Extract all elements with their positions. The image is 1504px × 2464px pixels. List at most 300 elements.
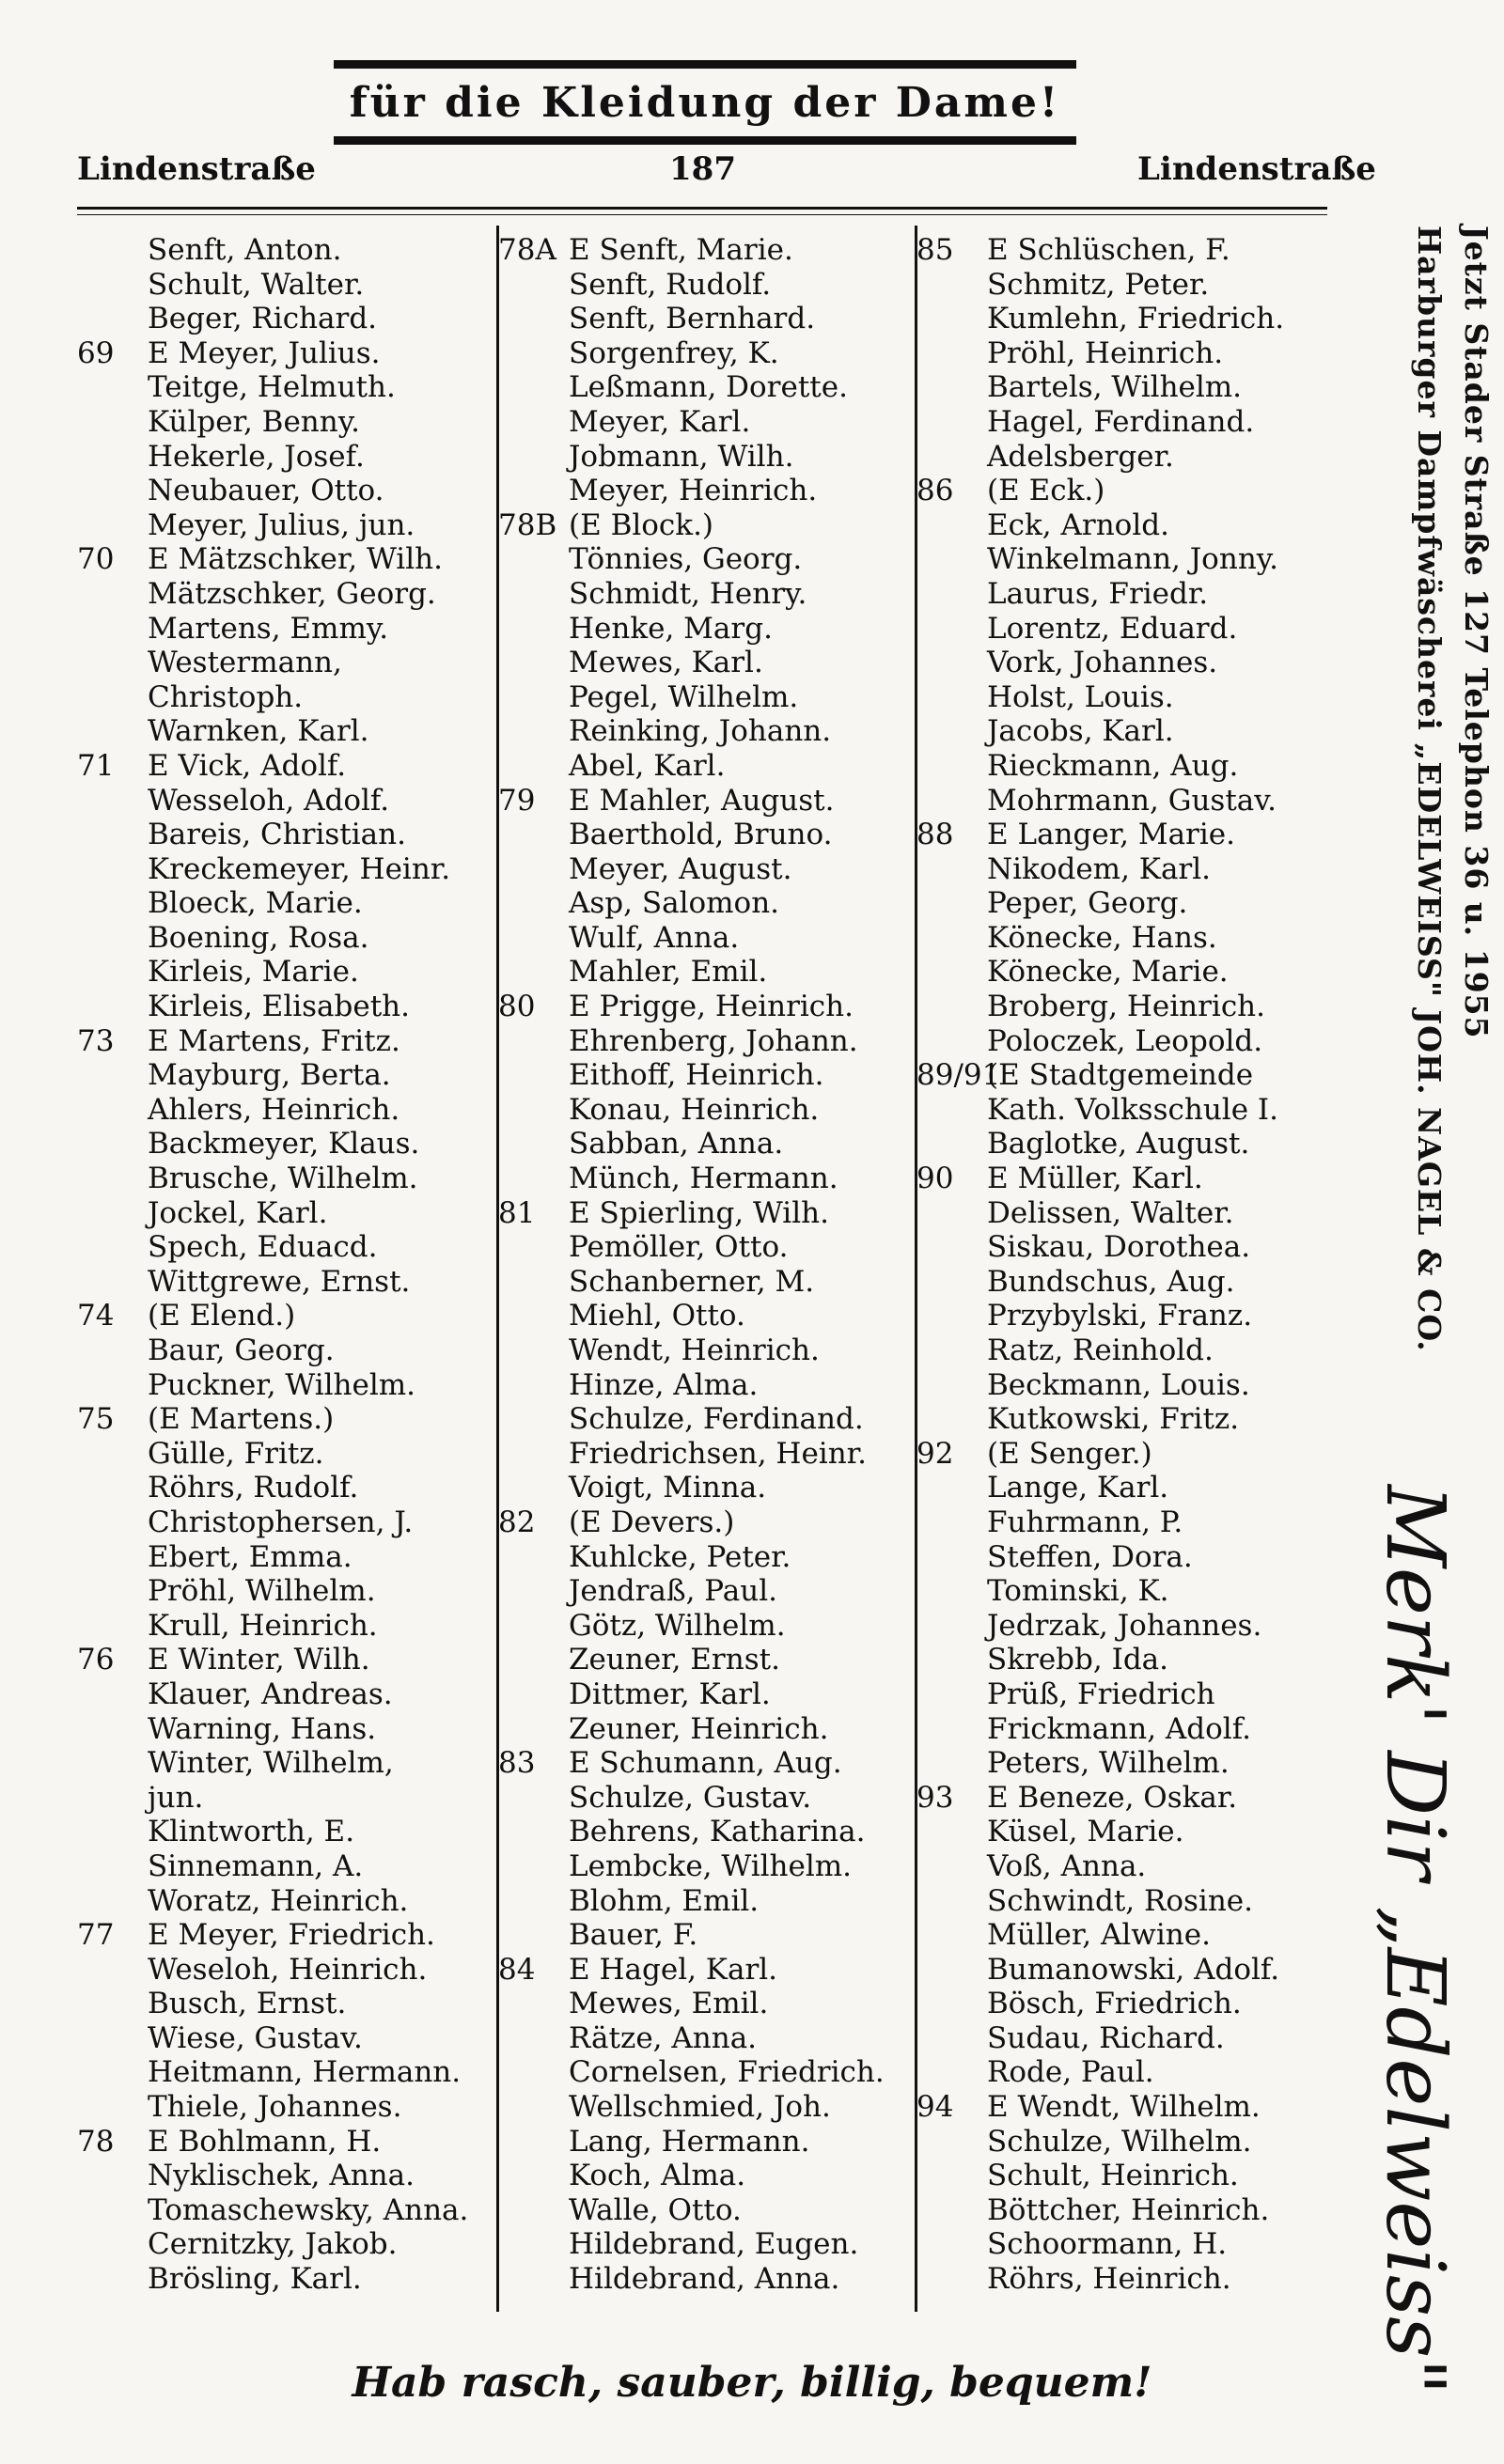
directory-entry: [916, 1265, 1330, 1300]
resident-name: Böttcher, Heinrich.: [987, 2192, 1270, 2227]
resident-name: Beckmann, Louis.: [987, 1367, 1250, 1402]
directory-entry: [77, 646, 491, 680]
directory-entry: [77, 508, 491, 543]
resident-name: Schanberner, M.: [569, 1264, 815, 1299]
directory-entry: [498, 1127, 912, 1162]
resident-name: Lange, Karl.: [987, 1471, 1169, 1505]
directory-entry: [916, 921, 1330, 956]
resident-name: Poloczek, Leopold.: [987, 1023, 1263, 1058]
directory-entry: [916, 818, 1330, 852]
directory-entry: [77, 1574, 491, 1609]
directory-entry: [498, 1333, 912, 1368]
directory-entry: [77, 1471, 491, 1505]
directory-entry: [916, 508, 1330, 543]
directory-entry: [916, 749, 1330, 784]
directory-entry: [77, 542, 491, 577]
resident-name: Thiele, Johannes.: [148, 2090, 402, 2125]
resident-name: Hagel, Ferdinand.: [987, 404, 1255, 439]
resident-name: Külper, Benny.: [148, 404, 360, 439]
resident-name: Hekerle, Josef.: [148, 439, 365, 474]
resident-name: Lang, Hermann.: [569, 2124, 810, 2159]
resident-name: E Langer, Marie.: [987, 818, 1235, 852]
resident-name: Kreckemeyer, Heinr.: [148, 851, 451, 886]
resident-name: Warning, Hans.: [148, 1711, 377, 1746]
resident-name: Cernitzky, Jakob.: [148, 2227, 398, 2262]
house-number: 78B: [498, 507, 557, 542]
resident-name: Peper, Georg.: [987, 886, 1188, 921]
directory-entry: [498, 646, 912, 680]
directory-entry: [77, 1437, 491, 1472]
house-number: 92: [916, 1436, 954, 1471]
directory-entry: [498, 955, 912, 990]
directory-entry: [498, 1677, 912, 1712]
resident-name: Tomaschewsky, Anna.: [148, 2192, 469, 2227]
resident-name: Walle, Otto.: [569, 2192, 742, 2227]
resident-name: Klauer, Andreas.: [148, 1676, 393, 1711]
resident-name: Kirleis, Marie.: [148, 955, 359, 990]
advert-address-line: Jetzt Stader Straße 127 Telephon 36 u. 1955: [1458, 226, 1495, 1039]
resident-name: Jendraß, Paul.: [569, 1574, 777, 1609]
resident-name: Przybylski, Franz.: [987, 1299, 1253, 1333]
resident-name: Brösling, Karl.: [148, 2262, 362, 2297]
directory-entry: [77, 268, 491, 303]
resident-name: Sinnemann, A.: [148, 1848, 364, 1883]
resident-name: (E Eck.): [987, 474, 1105, 508]
street-header-right: Lindenstraße: [1137, 150, 1376, 188]
directory-entry: [77, 1024, 491, 1059]
directory-entry: [916, 852, 1330, 887]
directory-entry: [916, 302, 1330, 336]
resident-name: Ebert, Emma.: [148, 1539, 352, 1574]
directory-entry: [916, 1677, 1330, 1712]
resident-name: Götz, Wilhelm.: [569, 1608, 786, 1643]
directory-entry: [916, 886, 1330, 921]
directory-entry: [916, 370, 1330, 405]
resident-name: E Meyer, Julius.: [148, 335, 381, 370]
directory-entry: [77, 1918, 491, 1953]
resident-name: Mohrmann, Gustav.: [987, 783, 1277, 818]
directory-entry: [916, 646, 1330, 680]
resident-name: Abel, Karl.: [569, 748, 726, 783]
directory-column-2: [498, 233, 912, 2297]
resident-name: Busch, Ernst.: [148, 1987, 347, 2021]
resident-name: Laurus, Friedr.: [987, 576, 1209, 611]
house-number: 69: [77, 335, 115, 370]
resident-name: Kumlehn, Friedrich.: [987, 302, 1285, 336]
house-number: 80: [498, 990, 536, 1024]
directory-entry: [498, 1781, 912, 1816]
directory-entry: [498, 1196, 912, 1231]
directory-entry: [498, 818, 912, 852]
house-number: 94: [916, 2090, 954, 2125]
directory-entry: [498, 2159, 912, 2193]
directory-entry: [498, 1402, 912, 1437]
resident-name: (E Devers.): [569, 1505, 735, 1539]
directory-entry: [916, 1471, 1330, 1505]
resident-name: Bareis, Christian.: [148, 818, 406, 852]
resident-name: Kath. Volksschule I.: [987, 1092, 1278, 1127]
directory-entry: [916, 1815, 1330, 1849]
house-number: 71: [77, 748, 115, 783]
resident-name: Könecke, Marie.: [987, 955, 1229, 990]
resident-name: Kirleis, Elisabeth.: [148, 990, 410, 1024]
resident-name: Könecke, Hans.: [987, 920, 1217, 955]
directory-entry: [498, 405, 912, 440]
directory-entry: [77, 612, 491, 647]
directory-entry: [498, 1746, 912, 1781]
directory-entry: [498, 784, 912, 819]
resident-name: Bloeck, Marie.: [148, 886, 363, 921]
resident-name: E Prigge, Heinrich.: [569, 990, 854, 1024]
directory-entry: [498, 1505, 912, 1540]
directory-entry: [498, 1024, 912, 1059]
resident-name: Mewes, Karl.: [569, 646, 763, 680]
directory-entry: [77, 1505, 491, 1540]
resident-name: Wiese, Gustav.: [148, 2020, 363, 2055]
resident-name: E Müller, Karl.: [987, 1162, 1203, 1196]
directory-entry: [498, 1712, 912, 1747]
resident-name: Frickmann, Adolf.: [987, 1711, 1251, 1746]
directory-entry: [77, 1643, 491, 1677]
directory-entry: [77, 2193, 491, 2228]
directory-entry: [77, 1127, 491, 1162]
resident-name: jun.: [148, 1780, 204, 1815]
resident-name: Rätze, Anna.: [569, 2020, 758, 2055]
directory-entry: [77, 2125, 491, 2160]
advert-slogan: Merk' Dir „Edelweiss": [1368, 1485, 1462, 2395]
resident-name: Cornelsen, Friedrich.: [569, 2055, 885, 2090]
resident-name: E Martens, Fritz.: [148, 1023, 400, 1058]
directory-entry: [916, 2055, 1330, 2090]
resident-name: Rode, Paul.: [987, 2055, 1154, 2090]
resident-name: Konau, Heinrich.: [569, 1092, 820, 1127]
resident-name: Schulze, Ferdinand.: [569, 1402, 864, 1437]
resident-name: Winter, Wilhelm,: [148, 1746, 394, 1781]
resident-name: Eithoff, Heinrich.: [569, 1058, 824, 1093]
resident-name: Schult, Heinrich.: [987, 2159, 1239, 2193]
directory-entry: [498, 1471, 912, 1505]
directory-entry: [916, 2125, 1330, 2160]
resident-name: Lorentz, Eduard.: [987, 611, 1238, 646]
resident-name: E Schumann, Aug.: [569, 1746, 842, 1781]
header-rule: [77, 207, 1327, 210]
house-number: 90: [916, 1162, 954, 1196]
directory-entry: [498, 440, 912, 475]
directory-entry: [498, 680, 912, 715]
directory-entry: [77, 577, 491, 612]
directory-entry: [498, 508, 912, 543]
house-number: 79: [498, 783, 536, 818]
resident-name: E Beneze, Oskar.: [987, 1780, 1238, 1815]
resident-name: Münch, Hermann.: [569, 1162, 838, 1196]
resident-name: Voigt, Minna.: [569, 1471, 767, 1505]
resident-name: E Senft, Marie.: [569, 233, 793, 267]
resident-name: Küsel, Marie.: [987, 1815, 1184, 1849]
directory-entry: [916, 1093, 1330, 1128]
resident-name: (E Stadtgemeinde: [987, 1058, 1254, 1093]
directory-entry: [916, 1196, 1330, 1231]
resident-name: Westermann,: [148, 646, 342, 680]
directory-entry: [77, 2159, 491, 2193]
resident-name: Sudau, Richard.: [987, 2020, 1225, 2055]
directory-entry: [77, 818, 491, 852]
resident-name: Schmidt, Henry.: [569, 576, 807, 611]
directory-entry: [498, 2090, 912, 2125]
house-number: 78A: [498, 233, 556, 267]
resident-name: Zeuner, Heinrich.: [569, 1711, 829, 1746]
resident-name: Tominski, K.: [987, 1574, 1169, 1609]
resident-name: Kuhlcke, Peter.: [569, 1539, 791, 1574]
directory-entry: [77, 680, 491, 715]
resident-name: Peters, Wilhelm.: [987, 1746, 1230, 1781]
directory-entry: [916, 1127, 1330, 1162]
resident-name: Schulze, Wilhelm.: [987, 2124, 1252, 2159]
directory-entry: [916, 612, 1330, 647]
directory-entry: [77, 474, 491, 508]
resident-name: Lembcke, Wilhelm.: [569, 1848, 852, 1883]
directory-entry: [498, 1574, 912, 1609]
directory-entry: [916, 1299, 1330, 1333]
directory-entry: [77, 1609, 491, 1644]
resident-name: Behrens, Katharina.: [569, 1815, 866, 1849]
resident-name: Neubauer, Otto.: [148, 474, 384, 508]
directory-entry: [916, 1230, 1330, 1265]
directory-entry: [77, 990, 491, 1024]
directory-entry: [77, 2262, 491, 2297]
resident-name: Puckner, Wilhelm.: [148, 1367, 416, 1402]
resident-name: Baur, Georg.: [148, 1333, 335, 1367]
resident-name: Winkelmann, Jonny.: [987, 542, 1279, 577]
resident-name: Holst, Louis.: [987, 679, 1174, 714]
resident-name: Ratz, Reinhold.: [987, 1333, 1214, 1367]
resident-name: Koch, Alma.: [569, 2159, 746, 2193]
directory-entry: [77, 1093, 491, 1128]
resident-name: Adelsberger.: [987, 439, 1174, 474]
directory-entry: [916, 2090, 1330, 2125]
directory-entry: [916, 440, 1330, 475]
resident-name: Röhrs, Rudolf.: [148, 1471, 359, 1505]
directory-entry: [916, 714, 1330, 749]
resident-name: Schoormann, H.: [987, 2227, 1228, 2262]
resident-name: Backmeyer, Klaus.: [148, 1127, 420, 1162]
directory-entry: [916, 474, 1330, 508]
resident-name: Bösch, Friedrich.: [987, 1987, 1242, 2021]
resident-name: Schmitz, Peter.: [987, 267, 1210, 302]
directory-entry: [498, 2125, 912, 2160]
house-number: 86: [916, 474, 954, 508]
directory-entry: [916, 990, 1330, 1024]
directory-entry: [916, 680, 1330, 715]
directory-entry: [498, 1849, 912, 1884]
house-number: 84: [498, 1952, 536, 1987]
directory-entry: [916, 2193, 1330, 2228]
resident-name: Nikodem, Karl.: [987, 851, 1212, 886]
resident-name: E Meyer, Friedrich.: [148, 1918, 435, 1953]
directory-entry: [916, 233, 1330, 268]
resident-name: Wittgrewe, Ernst.: [148, 1264, 411, 1299]
directory-entry: [77, 405, 491, 440]
header-rule-thin: [77, 214, 1327, 215]
resident-name: Senft, Anton.: [148, 233, 342, 267]
resident-name: Mayburg, Berta.: [148, 1058, 391, 1093]
resident-name: (E Elend.): [148, 1299, 296, 1333]
resident-name: Woratz, Heinrich.: [148, 1883, 409, 1918]
directory-entry: [498, 1093, 912, 1128]
directory-entry: [77, 1230, 491, 1265]
directory-entry: [498, 1162, 912, 1196]
resident-name: Senft, Rudolf.: [569, 267, 772, 302]
resident-name: Wendt, Heinrich.: [569, 1333, 820, 1367]
resident-name: Mahler, Emil.: [569, 955, 768, 990]
directory-entry: [77, 302, 491, 336]
directory-entry: [498, 714, 912, 749]
directory-entry: [916, 1402, 1330, 1437]
directory-entry: [77, 2021, 491, 2056]
directory-entry: [77, 714, 491, 749]
house-number: 70: [77, 542, 115, 577]
directory-entry: [77, 784, 491, 819]
directory-entry: [77, 1953, 491, 1988]
house-number: 85: [916, 233, 954, 267]
resident-name: Friedrichsen, Heinr.: [569, 1436, 867, 1471]
resident-name: Pemöller, Otto.: [569, 1230, 789, 1265]
resident-name: E Spierling, Wilh.: [569, 1195, 829, 1230]
resident-name: Eck, Arnold.: [987, 507, 1169, 542]
directory-entry: [77, 336, 491, 371]
directory-entry: [498, 302, 912, 336]
directory-entry: [916, 1058, 1330, 1093]
resident-name: Hinze, Alma.: [569, 1367, 759, 1402]
directory-entry: [77, 1265, 491, 1300]
resident-name: Asp, Salomon.: [569, 886, 780, 921]
resident-name: Spech, Eduacd.: [148, 1230, 378, 1265]
directory-entry: [77, 1058, 491, 1093]
directory-entry: [916, 542, 1330, 577]
directory-entry: [916, 1643, 1330, 1677]
resident-name: Miehl, Otto.: [569, 1299, 745, 1333]
house-number: 77: [77, 1918, 115, 1953]
resident-name: (E Martens.): [148, 1402, 335, 1437]
resident-name: Dittmer, Karl.: [569, 1676, 771, 1711]
directory-entry: [498, 1540, 912, 1575]
directory-entry: [916, 955, 1330, 990]
directory-entry: [77, 233, 491, 268]
directory-entry: [77, 1746, 491, 1781]
resident-name: Schwindt, Rosine.: [987, 1883, 1253, 1918]
resident-name: E Hagel, Karl.: [569, 1952, 778, 1987]
directory-entry: [498, 1815, 912, 1849]
directory-entry: [916, 1746, 1330, 1781]
resident-name: Christoph.: [148, 679, 304, 714]
directory-entry: [916, 268, 1330, 303]
directory-entry: [916, 1024, 1330, 1059]
directory-entry: [77, 852, 491, 887]
resident-name: Fuhrmann, P.: [987, 1505, 1183, 1539]
directory-entry: [916, 1368, 1330, 1403]
house-number: 73: [77, 1023, 115, 1058]
directory-entry: [77, 1849, 491, 1884]
resident-name: Müller, Alwine.: [987, 1918, 1211, 1953]
directory-entry: [498, 233, 912, 268]
resident-name: Meyer, Heinrich.: [569, 474, 818, 508]
directory-entry: [916, 1505, 1330, 1540]
resident-name: Mätzschker, Georg.: [148, 576, 436, 611]
resident-name: Jobmann, Wilh.: [569, 439, 794, 474]
directory-entry: [916, 1437, 1330, 1472]
resident-name: Teitge, Helmuth.: [148, 370, 396, 405]
directory-entry: [77, 1884, 491, 1919]
resident-name: Wesseloh, Adolf.: [148, 783, 390, 818]
resident-name: Pröhl, Wilhelm.: [148, 1574, 376, 1609]
directory-entry: [77, 1815, 491, 1849]
directory-entry: [916, 1574, 1330, 1609]
resident-name: Schult, Walter.: [148, 267, 365, 302]
resident-name: Rieckmann, Aug.: [987, 748, 1239, 783]
resident-name: Tönnies, Georg.: [569, 542, 803, 577]
banner: für die Kleidung der Dame!: [334, 60, 1076, 145]
resident-name: Ehrenberg, Johann.: [569, 1023, 858, 1058]
directory-entry: [498, 370, 912, 405]
resident-name: Heitmann, Hermann.: [148, 2055, 462, 2090]
directory-entry: [916, 784, 1330, 819]
directory-entry: [77, 370, 491, 405]
footer-slogan: Hab rasch, sauber, billig, bequem!: [352, 2359, 1152, 2407]
resident-name: Klintworth, E.: [148, 1815, 355, 1849]
directory-entry: [77, 955, 491, 990]
house-number: 81: [498, 1195, 536, 1230]
resident-name: Delissen, Walter.: [987, 1195, 1234, 1230]
resident-name: Blohm, Emil.: [569, 1883, 760, 1918]
resident-name: E Mahler, August.: [569, 783, 835, 818]
directory-entry: [916, 577, 1330, 612]
resident-name: Weseloh, Heinrich.: [148, 1952, 428, 1987]
directory-column-1: [77, 233, 491, 2297]
resident-name: Pröhl, Heinrich.: [987, 335, 1224, 370]
directory-entry: [916, 1884, 1330, 1919]
directory-entry: [916, 1540, 1330, 1575]
directory-entry: [498, 336, 912, 371]
directory-entry: [77, 749, 491, 784]
resident-name: E Wendt, Wilhelm.: [987, 2090, 1261, 2125]
house-number: 93: [916, 1780, 954, 1815]
resident-name: Bundschus, Aug.: [987, 1264, 1235, 1299]
resident-name: Röhrs, Heinrich.: [987, 2262, 1231, 2297]
directory-entry: [498, 921, 912, 956]
directory-entry: [77, 1162, 491, 1196]
directory-entry: [77, 1299, 491, 1333]
directory-entry: [916, 1849, 1330, 1884]
resident-name: Baglotke, August.: [987, 1127, 1250, 1162]
resident-name: Bauer, F.: [569, 1918, 698, 1953]
directory-entry: [498, 1299, 912, 1333]
directory-entry: [498, 474, 912, 508]
directory-entry: [77, 2090, 491, 2125]
directory-entry: [77, 1368, 491, 1403]
directory-entry: [498, 2193, 912, 2228]
resident-name: Boening, Rosa.: [148, 920, 369, 955]
directory-entry: [916, 1781, 1330, 1816]
resident-name: Krull, Heinrich.: [148, 1608, 378, 1643]
resident-name: Voß, Anna.: [987, 1848, 1147, 1883]
directory-entry: [498, 577, 912, 612]
directory-entry: [77, 1712, 491, 1747]
resident-name: Beger, Richard.: [148, 302, 378, 336]
resident-name: Hildebrand, Eugen.: [569, 2227, 859, 2262]
resident-name: Steffen, Dora.: [987, 1539, 1193, 1574]
resident-name: Zeuner, Ernst.: [569, 1643, 780, 1677]
resident-name: Vork, Johannes.: [987, 646, 1218, 680]
house-number: 88: [916, 818, 954, 852]
